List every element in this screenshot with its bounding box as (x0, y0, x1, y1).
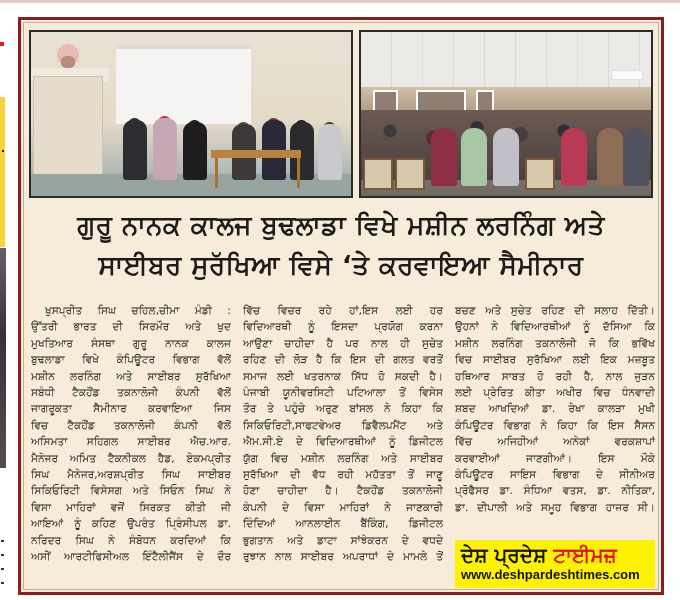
text-line: ਕੰਪਨੀ ਦੇ ਵਿਸਾ ਮਾਹਿਰਾਂ ਨੇ ਜਾਣਕਾਰੀ (243, 501, 443, 514)
text-line: ਆਇਆਂ ਨੂੰ ਕਹਿਣ ਉਪਰੰਤ ਪ੍ਰਿੰਸੀਪਲ ਡਾ. (31, 518, 231, 531)
text-line: ਸੁਰੱਖਿਆ ਦੀ ਵੱਧ ਰਹੀ ਮਹੱਤਤਾ ਤੋਂ ਜਾਣੂ (243, 469, 443, 482)
news-article (18, 17, 664, 595)
guest (318, 124, 342, 180)
text-line: ਸਿਕਿਓਰਿਟੀ,ਸਾਫਟਵੇਅਰ ਡਿਵੈਲਪਮੈਂਟ ਅਤੇ (243, 419, 443, 432)
text-line: ਭੁਗਤਾਨ ਅਤੇ ਡਾਟਾ ਸਾਂਝੇਕਰਨ ਦੇ ਵਧਦੇ (243, 534, 443, 547)
text-line: ਨਰਿਦਰ ਸਿਘ ਨੇ ਸੰਬੋਧਨ ਕਰਦਿਆਂ ਕਿ (31, 534, 231, 547)
text-line: ਕੰਪਿਊਟਰ ਵਿਭਾਗ ਨੇ ਕਿਹਾ ਕਿ ਇਸ ਸੈਸਨ (455, 419, 655, 432)
student (597, 128, 623, 186)
text-line: ਰਹਿਣ ਦੀ ਲੋੜ ਹੈ ਕਿ ਇਸ ਦੀ ਗਲਤ ਵਰਤੋਂ (243, 354, 443, 367)
text-line: ਪੰਜਾਬੀ ਯੂਨੀਵਰਸਿਟੀ ਪਟਿਆਲਾ ਤੋਂ ਵਿਸੇਸ (243, 387, 443, 400)
student (493, 128, 519, 186)
edge-yellow-block (0, 97, 5, 247)
byline: ਖੁਸਪ੍ਰੀਤ ਸਿਘ ਚਹਿਲ,ਚੀਮਾ ਮੰਡੀ : (45, 305, 231, 317)
headline-line-2: ਸਾਈਬਰ ਸੁਰੱਖਿਆ ਵਿਸੇ ‘ਤੇ ਕਰਵਾਇਆ ਸੈਮੀਨਾਰ (98, 251, 584, 281)
stage-table (211, 150, 301, 158)
table-leg (215, 158, 218, 188)
logo-title (461, 543, 649, 567)
projector-screen (116, 46, 251, 124)
text-line: ਸ਼ਬਦ ਆਖਦਿਆਂ ਡਾ. ਰੇਖਾ ਕਾਲੜਾ ਮੁਖੀ (455, 403, 655, 416)
logo-title-black: ਦੇਸ਼ ਪ੍ਰਦੇਸ਼ (461, 543, 547, 567)
guest (183, 122, 207, 180)
text-line: ਆਉਣਾ ਚਾਹੀਦਾ ਹੈ ਪਰ ਨਾਲ ਹੀ ਸੁਚੇਤ (243, 337, 443, 350)
column-1 (31, 303, 231, 566)
text-line: ਸਮਾਜ ਲਈ ਖਤਰਨਾਕ ਸਿੱਧ ਹੋ ਸਕਦੀ ਹੈ। (243, 370, 443, 383)
edge-red-mark (0, 42, 4, 46)
text-line: ਵਿਚ ਸਾਈਬਰ ਸੁਰੱਖਿਆ ਲਈ ਇਕ ਮਜ਼ਬੂਤ (455, 354, 655, 367)
chair (395, 158, 425, 190)
text-line: ਮਸ਼ੀਨ ਲਰਨਿੰਗ ਤਕਨਾਲੋਜੀ ਜੋ ਕਿ ਭਵਿੱਖ (455, 337, 655, 350)
text-line: ਬਚਣ ਅਤੇ ਸੁਚੇਤ ਰਹਿਣ ਦੀ ਸਲਾਹ ਦਿੱਤੀ। (455, 305, 655, 317)
ceiling (361, 32, 651, 87)
chair (363, 158, 393, 190)
text-line: ਸਬੰਧੀ ਟੈਕਹੌਂਡ ਤਕਨਾਲੋਜੀ ਕੰਪਨੀ ਵੱਲੋਂ (31, 387, 231, 400)
student (431, 128, 457, 186)
edge-text-fragment (1, 540, 4, 590)
table-leg (297, 158, 300, 188)
text-line: ਯੁੱਗ ਵਿਚ ਮਸ਼ੀਨ ਲਰਨਿੰਗ ਅਤੇ ਸਾਈਬਰ (243, 452, 443, 465)
chair (525, 158, 555, 190)
edge-dot (2, 150, 4, 152)
logo-url[interactable]: www.deshpardeshtimes.com (461, 567, 640, 582)
text-line: ਮੁਖਤਿਆਰ ਸੰਸਥਾ ਗੁਰੂ ਨਾਨਕ ਕਾਲਜ (31, 337, 231, 350)
student (561, 128, 587, 186)
edge-photo-fragment (0, 248, 6, 468)
student (461, 128, 487, 186)
text-line: ਅਸਿਮਤਾ ਸਹਿਗਲ ਸਾਈਬਰ ਐਚ.ਆਰ. (31, 436, 231, 449)
text-line: ਵਿਦਿਆਰਥੀ ਨੂੰ ਇਸਦਾ ਪ੍ਰਯੋਗ ਕਰਨਾ (243, 321, 443, 334)
headline-line-1: ਗੁਰੂ ਨਾਨਕ ਕਾਲਜ ਬੁਢਲਾਡਾ ਵਿਖੇ ਮਸ਼ੀਨ ਲਰਨਿੰਗ ਅਤੇ (77, 211, 605, 241)
headline (21, 206, 661, 286)
text-line: ਵਿੱਚ ਵਿਚਰ ਰਹੇ ਹਾਂ,ਇਸ ਲਈ ਹਰ (243, 305, 443, 317)
text-line: ਹਥਿਆਰ ਸਾਬਤ ਹੋ ਰਹੀ ਹੈ, ਨਾਲ ਜੁੜਨ (455, 370, 655, 383)
text-line: ਐਮ.ਸੀ.ਏ ਦੇ ਵਿਦਿਆਰਥੀਆਂ ਨੂੰ ਡਿਜੀਟਲ (243, 436, 443, 449)
text-line: ਰੁਝਾਨ ਨਾਲ ਸਾਈਬਰ ਅਪਰਾਧਾਂ ਦੇ ਮਾਮਲੇ ਤੋਂ (243, 551, 443, 564)
newspaper-logo (455, 540, 655, 588)
column-2 (243, 303, 443, 566)
text-line: ਅਸੀਂ ਆਰਟੀਫਿਸੀਅਲ ਇੰਟੈਲੀਜੈਂਸ ਦੇ ਦੌਰ (31, 551, 231, 564)
text-line: ਵਿਚ ਟੈਕਹੌਂਡ ਤਕਨਾਲੋਜੀ ਕੰਪਨੀ ਵੱਲੋਂ (31, 419, 231, 432)
air-conditioner (611, 70, 643, 80)
article-body (31, 303, 655, 566)
speaker-face (61, 56, 75, 68)
guest (153, 118, 177, 180)
text-line: ਤੌਰ ਤੇ ਪਹੁੰਚੇ ਅਰੁਣ ਬਾਂਸਲ ਨੇ ਕਿਹਾ ਕਿ (243, 403, 443, 416)
text-line: ਬੁਢਲਾਡਾ ਵਿਖੇ ਕੰਪਿਊਟਰ ਵਿਭਾਗ ਵੱਲੋਂ (31, 354, 231, 367)
column-3 (455, 303, 655, 566)
text-line: ਸਿਕਿਓਰਿਟੀ ਵਿਸੇਸਗ ਅਤੇ ਸਿਓਨ ਸਿਘ ਨੇ (31, 485, 231, 498)
top-rule (0, 0, 680, 3)
text-line: ਜਾਗਰੂਕਤਾ ਸੈਮੀਨਾਰ ਕਰਵਾਇਆ ਜਿਸ (31, 403, 231, 416)
text-line: ਵਿਸਾ ਮਾਹਿਰਾਂ ਵਜੋਂ ਸਿਰਕਤ ਕੀਤੀ ਜੀ (31, 501, 231, 514)
text-line: ਪ੍ਰੋਫੈਸਰ ਡਾ. ਸੰਧਿਆ ਵਤਸ, ਡਾ. ਨੀਤਿਕਾ, (455, 485, 655, 498)
text-line: ਮਸ਼ੀਨ ਲਰਨਿੰਗ ਅਤੇ ਸਾਈਬਰ ਸੁਰੱਖਿਆ (31, 370, 231, 383)
logo-title-red: ਟਾਈਮਜ਼ (553, 543, 617, 567)
text-line: ਵਿੱਚ ਅਜਿਹੀਆਂ ਅਨੇਕਾਂ ਵਰਕਸ਼ਾਪਾਂ (455, 436, 655, 449)
text-line: ਕਰਵਾਈਆਂ ਜਾਣਗੀਆਂ। ਇਸ ਮੌਕੇ (455, 452, 655, 465)
guest (123, 120, 147, 180)
student (623, 128, 649, 186)
text-line: ਮੈਨੇਜਰ ਅਮਿਤ ਟੈਕਨੀਕਲ ਹੈਡ, ਏਕਮਪ੍ਰੀਤ (31, 452, 231, 465)
text-line: ਉਹਨਾਂ ਨੇ ਵਿਦਿਆਰਥੀਆਂ ਨੂੰ ਦੱਸਿਆ ਕਿ (455, 321, 655, 334)
photo-row (29, 30, 653, 198)
text-line: ਦਿੰਦਿਆਂ ਆਨਲਾਈਨ ਬੈਂਕਿੰਗ, ਡਿਜੀਟਲ (243, 518, 443, 531)
text-line: ਡਾ. ਦੀਪਾਲੀ ਅਤੇ ਸਮੂਹ ਵਿਭਾਗ ਹਾਜਰ ਸੀ। (455, 501, 655, 514)
audience-photo (359, 30, 653, 198)
text-line: ਲਈ ਪ੍ਰੇਰਿਤ ਕੀਤਾ ਅਖੀਰ ਵਿਚ ਧੰਨਵਾਦੀ (455, 387, 655, 400)
text-line: ਸਿਘ ਮੈਨੇਜਰ,ਅਰਸ਼ਪ੍ਰੀਤ ਸਿਘ ਸਾਈਬਰ (31, 469, 231, 482)
text-line: ਹੋਣਾ ਚਾਹੀਦਾ ਹੈ। ਟੈਕਹੌਂਡ ਤਕਨਾਲੋਜੀ (243, 485, 443, 498)
stage-photo (29, 30, 353, 198)
text-line: ਉੱਤਰੀ ਭਾਰਤ ਦੀ ਸਿਰਮੌਰ ਅਤੇ ਖੁਦ (31, 321, 231, 334)
adjacent-article-edge (0, 0, 10, 600)
text-line: ਕੰਪਿਊਟਰ ਸਾਇਸ ਵਿਭਾਗ ਦੇ ਸੀਨੀਅਰ (455, 469, 655, 482)
